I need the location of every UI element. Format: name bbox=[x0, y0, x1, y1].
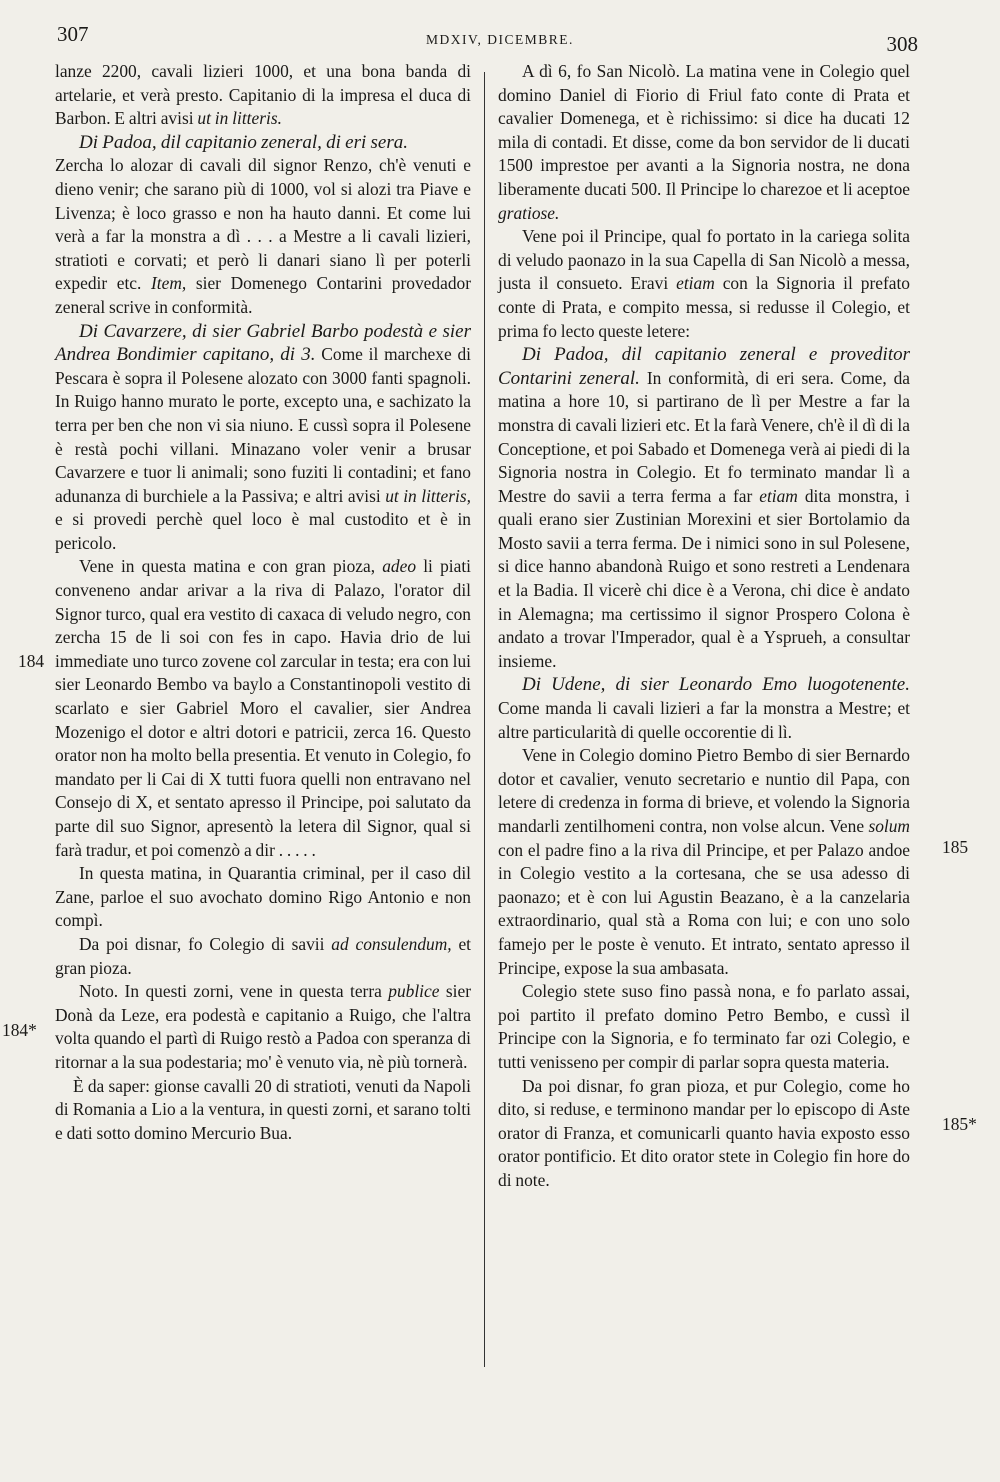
paragraph: Vene in Colegio domino Pietro Bembo di sier Bernardo dotor et cavalier, venuto secretario e nuntio dil Papa, con letere di credenza in forma di brieve, et volendo la Signoria mandarli zentilhomeni contra, non volse alcun. Vene solum con el padre fino a la riva dil Principe, et per Palazo andoe in Colegio vestito a la cortesana, che se usa adesso di paonazo; et è con lui Agustin Beazano, è a la canzelaria extraordinario, qual stà a Roma con lui; e con uno solo famejo per le poste è venuto. Et intrato, sentato apresso il Principe, expose la sua ambasata. bbox=[498, 745, 910, 978]
paragraph: È da saper: gionse cavalli 20 di stratioti, venuti da Napoli di Romania a Lio a la ventura, in questi zorni, et sarano tolti e dati sotto domino Mercurio Bua. bbox=[55, 1075, 471, 1143]
margin-note-185-star: 185* bbox=[942, 1114, 977, 1134]
column-divider bbox=[484, 72, 485, 1367]
section-heading: Di Padoa, dil capitanio zeneral, di eri sera. bbox=[79, 131, 408, 153]
left-column bbox=[55, 60, 471, 1145]
page-number-right: 308 bbox=[886, 32, 918, 56]
paragraph: Di Padoa, dil capitanio zeneral e proveditor Contarini zeneral. In conformità, di eri sera. Come, da matina a hore 10, si partirano de lì per Mestre a far la monstra di cavali lizieri etc. Et la farà Venere, ch'è il dì di la Conceptione, et poi Sabado et Domenega verà ai piedi di la Signoria nostra in Colegio. Et fo terminato mandar lì a Mestre do savii a terra ferma a far etiam dita monstra, i quali erano sier Zustinian Morexini et sier Bortolamio da Mosto savii a terra ferma. De i nimici sono in sul Polesene, si dice hanno abandonà Ruigo et sono restreti a Lendenara et la Badia. Il vicerè chi dice è a Verona, chi dice è andato in Alemagna; ma certissimo il signor Prospero Colona è andato a trovar l'Imperador, qual è a Ysprueh, a consultar insieme. bbox=[498, 344, 910, 671]
right-column bbox=[498, 60, 910, 1193]
page-header bbox=[0, 22, 1000, 62]
paragraph: Di Udene, di sier Leonardo Emo luogotenente. Come manda li cavali lizieri a far la monstra a Mestre; et altre particularità di quelle occorentie di lì. bbox=[498, 674, 910, 742]
paragraph: Di Cavarzere, di sier Gabriel Barbo podestà e sier Andrea Bondimier capitano, di 3. Come il marchexe di Pescara è sopra il Polesene alozato con 3000 fanti spagnoli. In Ruigo hanno murato le porte, excepto una, e sachizato la terra per ben che non vi sia niuno. E cussì sopra il Polesene è restà pochi villani. Minazano voler venir a brusar Cavarzere e tuor li animali; sono fuziti li contadini; et fano adunanza di burchiele a la Passiva; e altri avisi ut in litteris, e si provedi perchè quel loco è mal custodito et è in pericolo. bbox=[55, 320, 471, 553]
paragraph: In questa matina, in Quarantia criminal, per il caso dil Zane, parloe el suo avochato domino Rigo Antonio e non compì. bbox=[55, 863, 471, 931]
paragraph: Da poi disnar, fo gran pioza, et pur Colegio, come ho dito, si reduse, e terminono mandar per lo episcopo di Aste orator di Franza, et comunicarli quanto havia exposto esso orator pontificio. Et dito orator stete in Colegio fin hore do di note. bbox=[498, 1075, 910, 1190]
paragraph: Vene poi il Principe, qual fo portato in la cariega solita di veludo paonazo in la sua Capella di San Nicolò a messa, justa il consueto. Eravi etiam con la Signoria il prefato conte di Prata, e compito messa, si redusse il Colegio, et prima fo lecto queste letere: bbox=[498, 226, 910, 341]
margin-note-185: 185 bbox=[942, 837, 969, 857]
paragraph: Zercha lo alozar di cavali dil signor Renzo, ch'è venuti e dieno venir; che sarano più di 1000, vol si alozi tra Piave e Livenza; è loco grasso e non ha hauto danni. Et come lui verà a far la monstra a dì . . . a Mestre a li cavali lizieri, stratioti e corvati; et però li danari siano lì per poterli expedir etc. Item, sier Domenego Contarini provedador zeneral scrive in conformità. bbox=[55, 155, 471, 317]
paragraph: Da poi disnar, fo Colegio di savii ad consulendum, et gran pioza. bbox=[55, 933, 471, 978]
paragraph: lanze 2200, cavali lizieri 1000, et una bona banda di artelarie, et verà presto. Capitanio di la impresa el duca di Barbon. E altri avisi ut in litteris. bbox=[55, 61, 471, 129]
margin-note-184: 184 bbox=[18, 651, 45, 671]
paragraph: A dì 6, fo San Nicolò. La matina vene in Colegio quel domino Daniel di Fiorio di Friul fato conte di Prata et cavalier Domenega, et è richissimo: si dice ha ducati 12 mila di contadi. Et disse, come da bon servidor de li ducati 1500 imprestoe per avanti a la Signoria nostra, ne dona liberamente ducati 500. Il Principe lo charezoe et li aceptoe gratiose. bbox=[498, 61, 910, 223]
paragraph: Colegio stete suso fino passà nona, e fo parlato assai, poi partito il prefato domino Petro Bembo, e cussì il Principe con la Signoria, e fo terminato far ozi Colegio, e tutti venisseno per compir di parlar sopra questa materia. bbox=[498, 981, 910, 1072]
paragraph: Noto. In questi zorni, vene in questa terra publice sier Donà da Leze, era podestà e capitanio a Ruigo, che l'altra volta quando el partì di Ruigo restò a Padoa con speranza di ritornar a la sua podestaria; mo' è venuto via, nè più tornerà. bbox=[55, 981, 471, 1072]
running-title: MDXIV, DICEMBRE. bbox=[426, 32, 574, 47]
page-number-left: 307 bbox=[57, 22, 89, 46]
paragraph: Vene in questa matina e con gran pioza, adeo li piati conveneno andar arivar a la riva di Palazo, l'orator dil Signor turco, qual era vestito di caxaca di veludo negro, con zercha 15 de li soi con fes in capo. Havia drio de lui immediate uno turco zovene col zarcular in testa; era con lui sier Leonardo Bembo va baylo a Constantinopoli vestito di scarlato e sier Gabriel Moro el cavalier, sier Andrea Mozenigo el dotor e altri dotori e patricii, zerca 16. Questo orator non ha molto bella presentia. Et venuto in Colegio, fo mandato per li Cai di X tutti fuora quelli non entravano nel Consejo di X, et sentato apresso il Principe, poi salutato da parte dil suo Signor, apresentò la letera dil Signor, qual si farà tradur, et poi comenzò a dir . . . . . bbox=[55, 556, 471, 860]
margin-note-184-star: 184* bbox=[2, 1020, 37, 1040]
